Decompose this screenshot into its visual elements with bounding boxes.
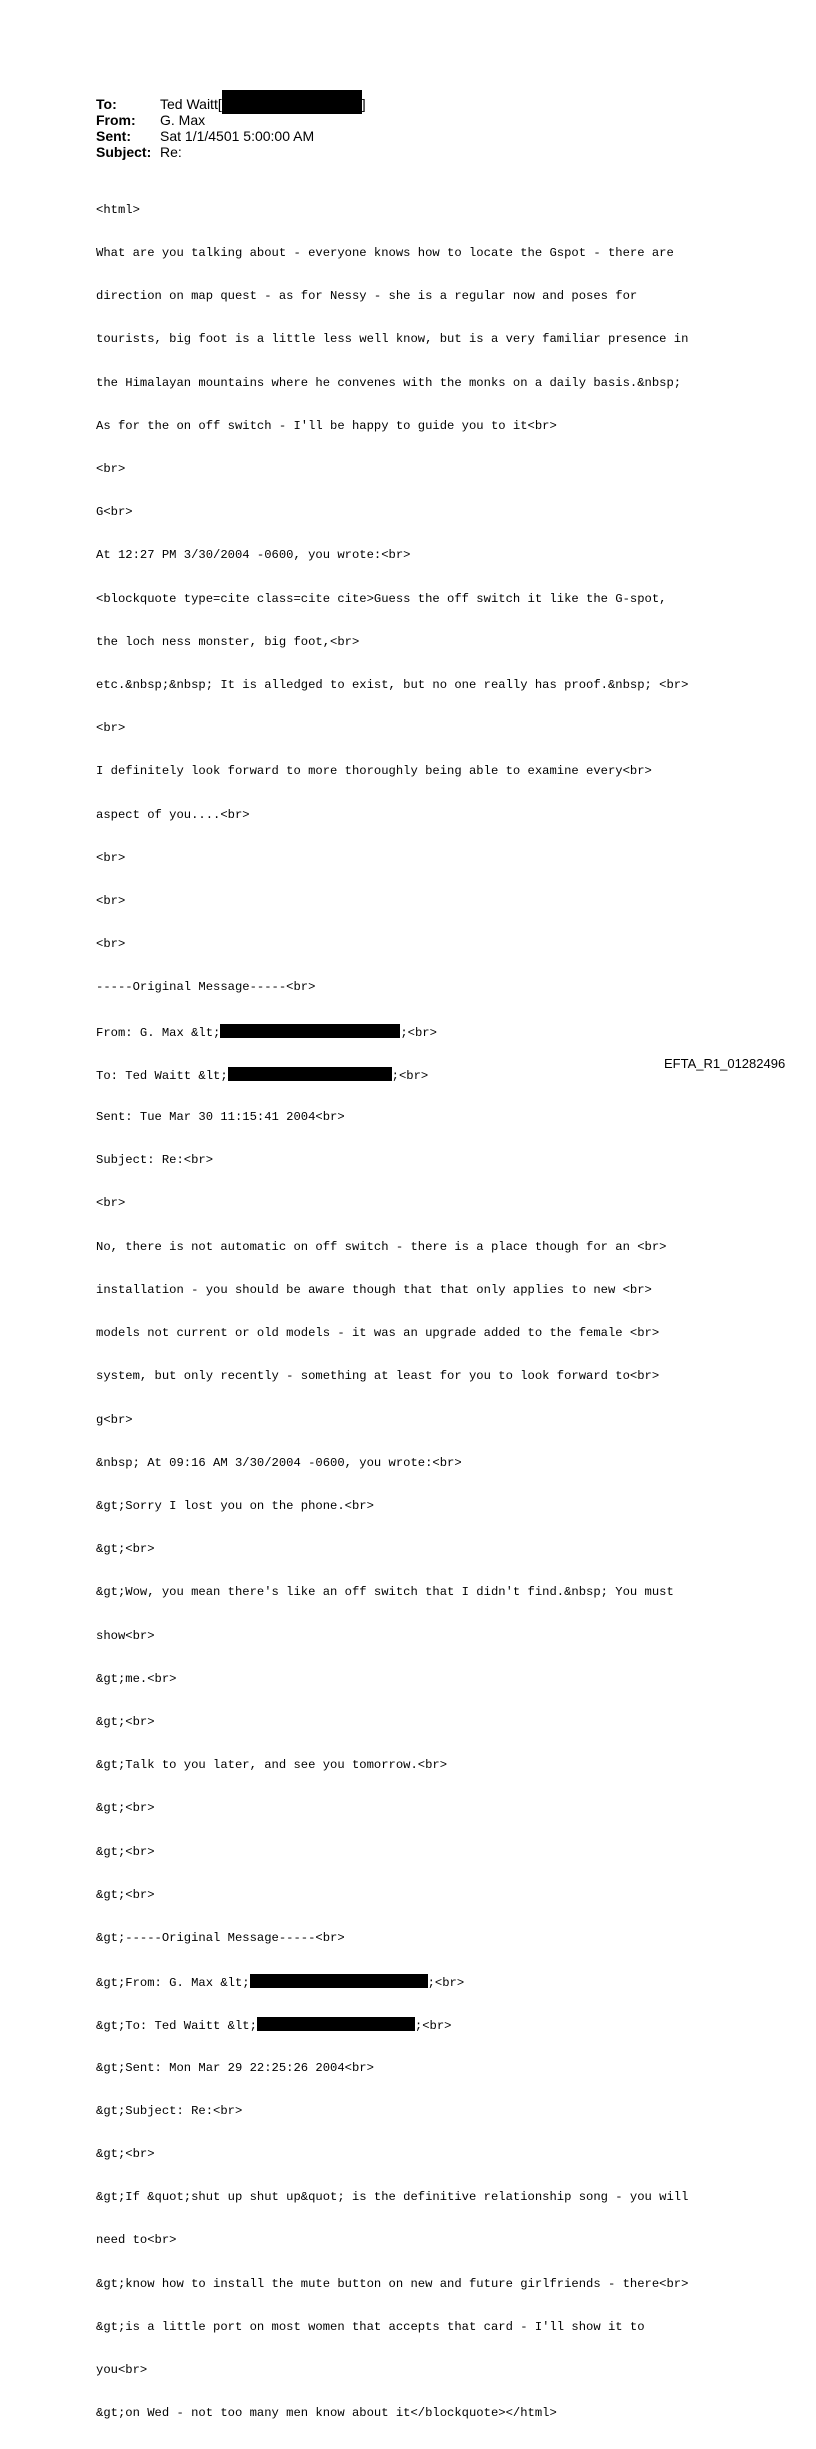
body-line: <br> <box>96 462 126 477</box>
body-line: &gt;<br> <box>96 1542 155 1557</box>
from-row <box>96 112 366 128</box>
body-line: <br> <box>96 1196 126 1211</box>
body-line: -----Original Message-----<br> <box>96 980 316 995</box>
body-line: &gt;Sent: Mon Mar 29 22:25:26 2004<br> <box>96 2060 374 2075</box>
body-line-part: &gt;From: G. Max &lt; <box>96 1976 250 1991</box>
body-line: <blockquote type=cite class=cite cite>Guess the off switch it like the G-spot, <box>96 591 667 606</box>
body-line: &gt;-----Original Message-----<br> <box>96 1930 345 1945</box>
body-line: &gt;me.<br> <box>96 1671 177 1686</box>
body-line: the loch ness monster, big foot,<br> <box>96 634 360 649</box>
body-line: &gt;<br> <box>96 1714 155 1729</box>
body-line: tourists, big foot is a little less well know, but is a very familiar presence in <box>96 332 689 347</box>
body-line-part: From: G. Max &lt; <box>96 1025 221 1040</box>
body-line: etc.&nbsp;&nbsp; It is alledged to exist, but no one really has proof.&nbsp; <br> <box>96 678 689 693</box>
body-line: g<br> <box>96 1412 133 1427</box>
body-line: <html> <box>96 202 140 217</box>
body-line: What are you talking about - everyone knows how to locate the Gspot - there are <box>96 246 674 261</box>
redaction-box <box>228 1067 392 1081</box>
body-line: &gt;<br> <box>96 1844 155 1859</box>
subject-label: Subject: <box>96 144 152 160</box>
sent-label: Sent: <box>96 128 131 144</box>
body-line: <br> <box>96 937 126 952</box>
body-line: &gt;<br> <box>96 1887 155 1902</box>
body-line <box>96 2017 688 2034</box>
body-line-part: ;<br> <box>414 2019 452 2034</box>
body-line: No, there is not automatic on off switch - there is a place though for an <br> <box>96 1239 667 1254</box>
body-line: <br> <box>96 894 126 909</box>
to-name: Ted Waitt[ <box>160 96 222 112</box>
body-line: Subject: Re:<br> <box>96 1153 214 1168</box>
sent-row <box>96 128 366 144</box>
body-line: show<br> <box>96 1628 155 1643</box>
body-line: system, but only recently - something at least for you to look forward to<br> <box>96 1369 660 1384</box>
from-label: From: <box>96 112 136 128</box>
body-line: &gt;Talk to you later, and see you tomorrow.<br> <box>96 1758 448 1773</box>
redaction-box <box>220 1024 400 1038</box>
document-id: EFTA_R1_01282496 <box>664 1056 786 1071</box>
body-line-part: ;<br> <box>400 1025 437 1040</box>
email-body <box>96 174 688 2449</box>
subject-row <box>96 144 366 160</box>
sent-value: Sat 1/1/4501 5:00:00 AM <box>160 128 315 144</box>
body-line: <br> <box>96 721 126 736</box>
body-line-part: ;<br> <box>427 1976 465 1991</box>
body-line: &gt;Wow, you mean there's like an off switch that I didn't find.&nbsp; You must <box>96 1585 674 1600</box>
from-value: G. Max <box>160 112 206 128</box>
body-line: need to<br> <box>96 2233 177 2248</box>
redaction-box <box>257 2017 415 2031</box>
body-line-part: &gt;To: Ted Waitt &lt; <box>96 2019 257 2034</box>
body-line: models not current or old models - it was an upgrade added to the female <br> <box>96 1326 660 1341</box>
body-line: the Himalayan mountains where he convenes with the monks on a daily basis.&nbsp; <box>96 375 682 390</box>
body-line: &gt;know how to install the mute button on new and future girlfriends - there<br> <box>96 2276 689 2291</box>
body-line: At 12:27 PM 3/30/2004 -0600, you wrote:<br> <box>96 548 411 563</box>
redaction-box <box>250 1974 428 1988</box>
body-line <box>96 1067 688 1081</box>
body-line: you<br> <box>96 2362 148 2377</box>
to-suffix: ] <box>361 96 366 112</box>
body-line: I definitely look forward to more thoroughly being able to examine every<br> <box>96 764 652 779</box>
body-line: G<br> <box>96 505 133 520</box>
body-line-part: ;<br> <box>391 1068 429 1083</box>
body-line: &nbsp; At 09:16 AM 3/30/2004 -0600, you wrote:<br> <box>96 1455 462 1470</box>
body-line: &gt;If &quot;shut up shut up&quot; is the definitive relationship song - you will <box>96 2190 689 2205</box>
body-line <box>96 1974 688 1991</box>
body-line: &gt;<br> <box>96 1801 155 1816</box>
body-line: &gt;Sorry I lost you on the phone.<br> <box>96 1498 374 1513</box>
body-line: As for the on off switch - I'll be happy to guide you to it<br> <box>96 418 557 433</box>
to-label: To: <box>96 96 117 112</box>
body-line: &gt;<br> <box>96 2146 155 2161</box>
body-line: &gt;Subject: Re:<br> <box>96 2103 243 2118</box>
body-line: aspect of you....<br> <box>96 807 250 822</box>
body-line: installation - you should be aware though that that only applies to new <br> <box>96 1282 652 1297</box>
body-line: Sent: Tue Mar 30 11:15:41 2004<br> <box>96 1110 345 1125</box>
body-line: &gt;on Wed - not too many men know about it</blockquote></html> <box>96 2406 557 2421</box>
to-value <box>160 96 366 112</box>
redaction-box <box>222 90 362 114</box>
body-line: <br> <box>96 850 126 865</box>
body-line: direction on map quest - as for Nessy - she is a regular now and poses for <box>96 289 638 304</box>
body-line: &gt;is a little port on most women that accepts that card - I'll show it to <box>96 2319 645 2334</box>
body-line-part: To: Ted Waitt &lt; <box>96 1068 228 1083</box>
to-row <box>96 96 366 112</box>
body-line <box>96 1024 688 1038</box>
email-header <box>96 96 366 160</box>
subject-value: Re: <box>160 144 182 160</box>
